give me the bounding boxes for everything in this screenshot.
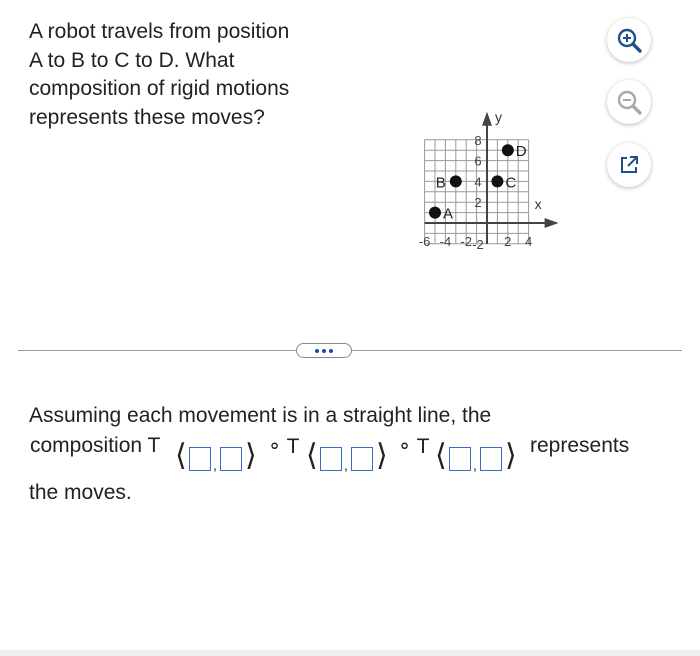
dot-icon [315, 349, 319, 353]
y-axis-arrow [482, 112, 492, 126]
vector3-y-input[interactable] [220, 447, 242, 471]
translation-vector-2 [306, 439, 392, 474]
x-tick-label: -6 [418, 234, 431, 249]
vector1-y-input[interactable] [480, 447, 502, 471]
open-bracket: ⟨ [306, 439, 318, 472]
popout-button[interactable] [607, 143, 651, 187]
y-tick-label: 2 [474, 195, 482, 211]
answer-ending: the moves. [29, 481, 132, 504]
y-axis-label: y [495, 108, 502, 125]
close-bracket: ⟩ [245, 439, 257, 472]
coordinate-graph [340, 18, 610, 278]
answer-intro: Assuming each movement is in a straight line, the [29, 404, 492, 427]
dot-icon [329, 349, 333, 353]
comma: , [344, 457, 348, 473]
composition-label: composition T [30, 434, 161, 457]
comma: , [473, 457, 477, 473]
represents-label: represents [530, 434, 630, 457]
external-link-icon [618, 154, 640, 176]
x-tick-label: 2 [504, 234, 512, 249]
vector3-x-input[interactable] [189, 447, 211, 471]
more-options-button[interactable] [296, 343, 352, 358]
y-tick-label: 4 [474, 174, 482, 190]
vector2-y-input[interactable] [351, 447, 373, 471]
zoom-in-button[interactable] [607, 18, 651, 62]
x-tick-label: -4 [439, 234, 452, 249]
point-label-c: C [505, 174, 517, 192]
open-bracket: ⟨ [175, 439, 187, 472]
zoom-in-icon [615, 26, 643, 54]
question-text: A robot travels from position A to B to C to D. What composition of rigid motions represents these moves? [29, 20, 290, 129]
bottom-bar [0, 650, 700, 656]
point-b [450, 175, 462, 187]
translation-vector-3 [175, 439, 261, 474]
point-label-a: A [443, 205, 454, 223]
point-label-d: D [515, 143, 527, 161]
compose-operator-1: ∘ T [268, 435, 300, 458]
y-tick-label: 8 [474, 132, 482, 148]
x-axis-arrow [545, 218, 559, 228]
translation-vector-1 [435, 439, 521, 474]
zoom-out-button[interactable] [607, 80, 651, 124]
y-tick-label: 6 [474, 153, 482, 169]
y-tick-label: -2 [472, 236, 484, 252]
zoom-out-icon [615, 88, 643, 116]
x-tick-label: -2 [460, 234, 472, 249]
point-a [429, 207, 441, 219]
point-c [491, 175, 503, 187]
dot-icon [322, 349, 326, 353]
point-d [502, 144, 514, 156]
close-bracket: ⟩ [376, 439, 388, 472]
comma: , [213, 457, 217, 473]
compose-operator-2: ∘ T [398, 435, 430, 458]
x-axis-label: x [534, 196, 542, 212]
x-tick-label: 4 [524, 234, 533, 249]
vector2-x-input[interactable] [320, 447, 342, 471]
close-bracket: ⟩ [505, 439, 517, 472]
point-label-b: B [435, 174, 446, 192]
open-bracket: ⟨ [435, 439, 447, 472]
vector1-x-input[interactable] [449, 447, 471, 471]
